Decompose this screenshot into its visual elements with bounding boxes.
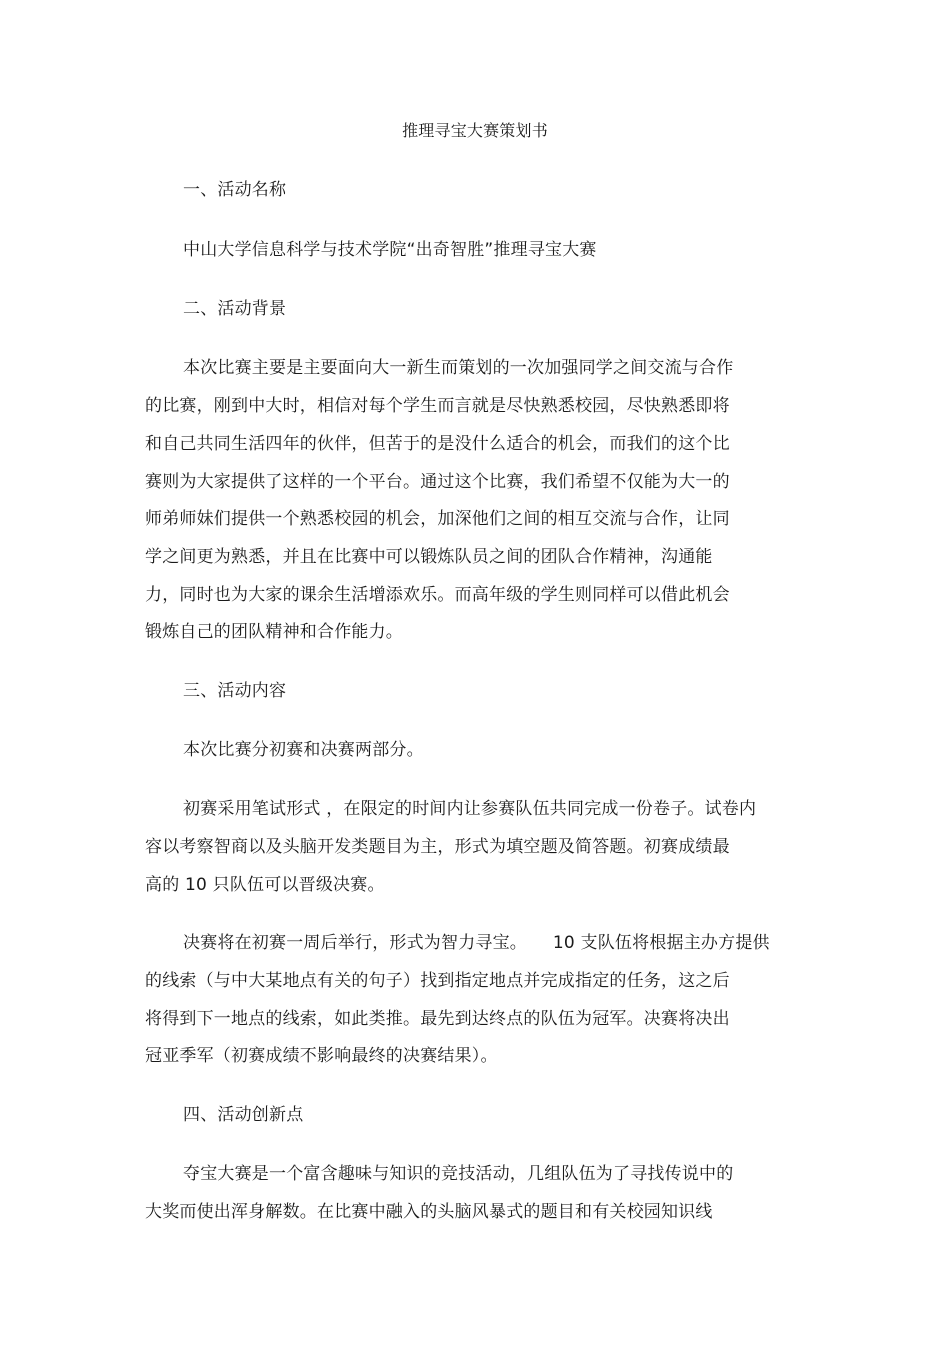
section-heading-2: 二、活动背景 [183,299,287,319]
background-line-4: 赛则为大家提供了这样的一个平台。通过这个比赛，我们希望不仅能为大一的 [145,472,730,492]
background-line-6: 学之间更为熟悉，并且在比赛中可以锻炼队员之间的团队合作精神，沟通能 [145,547,713,567]
preliminary-line-1: 初赛采用笔试形式 ，在限定的时间内让参赛队伍共同完成一份卷子。试卷内 [183,799,757,819]
background-line-5: 师弟师妹们提供一个熟悉校园的机会，加深他们之间的相互交流与合作，让同 [145,509,730,529]
final-line-2: 的线索（与中大某地点有关的句子）找到指定地点并完成指定的任务，这之后 [145,971,730,991]
background-line-8: 锻炼自己的团队精神和合作能力。 [145,622,403,642]
activity-name-text: 中山大学信息科学与技术学院“出奇智胜”推理寻宝大赛 [183,240,597,260]
innovation-line-1: 夺宝大赛是一个富含趣味与知识的竞技活动，几组队伍为了寻找传说中的 [183,1164,734,1184]
preliminary-line-3: 高的 10 只队伍可以晋级决赛。 [145,875,385,895]
section-heading-3: 三、活动内容 [183,681,287,701]
final-line-3: 将得到下一地点的线索，如此类推。最先到达终点的队伍为冠军。决赛将决出 [145,1009,730,1029]
section-heading-1: 一、活动名称 [183,180,287,200]
background-line-2: 的比赛，刚到中大时，相信对每个学生而言就是尽快熟悉校园，尽快熟悉即将 [145,396,730,416]
content-intro: 本次比赛分初赛和决赛两部分。 [183,740,424,760]
final-line-4: 冠亚季军（初赛成绩不影响最终的决赛结果）。 [145,1046,498,1066]
background-line-1: 本次比赛主要是主要面向大一新生而策划的一次加强同学之间交流与合作 [183,358,734,378]
document-title: 推理寻宝大赛策划书 [402,121,548,140]
section-heading-4: 四、活动创新点 [183,1105,304,1125]
innovation-line-2: 大奖而使出浑身解数。在比赛中融入的头脑风暴式的题目和有关校园知识线 [145,1202,713,1222]
background-line-7: 力，同时也为大家的课余生活增添欢乐。而高年级的学生则同样可以借此机会 [145,585,730,605]
final-line-1: 决赛将在初赛一周后举行，形式为智力寻宝。 10 支队伍将根据主办方提供 [183,933,770,953]
background-line-3: 和自己共同生活四年的伙伴，但苦于的是没什么适合的机会，而我们的这个比 [145,434,730,454]
preliminary-line-2: 容以考察智商以及头脑开发类题目为主，形式为填空题及简答题。初赛成绩最 [145,837,730,857]
